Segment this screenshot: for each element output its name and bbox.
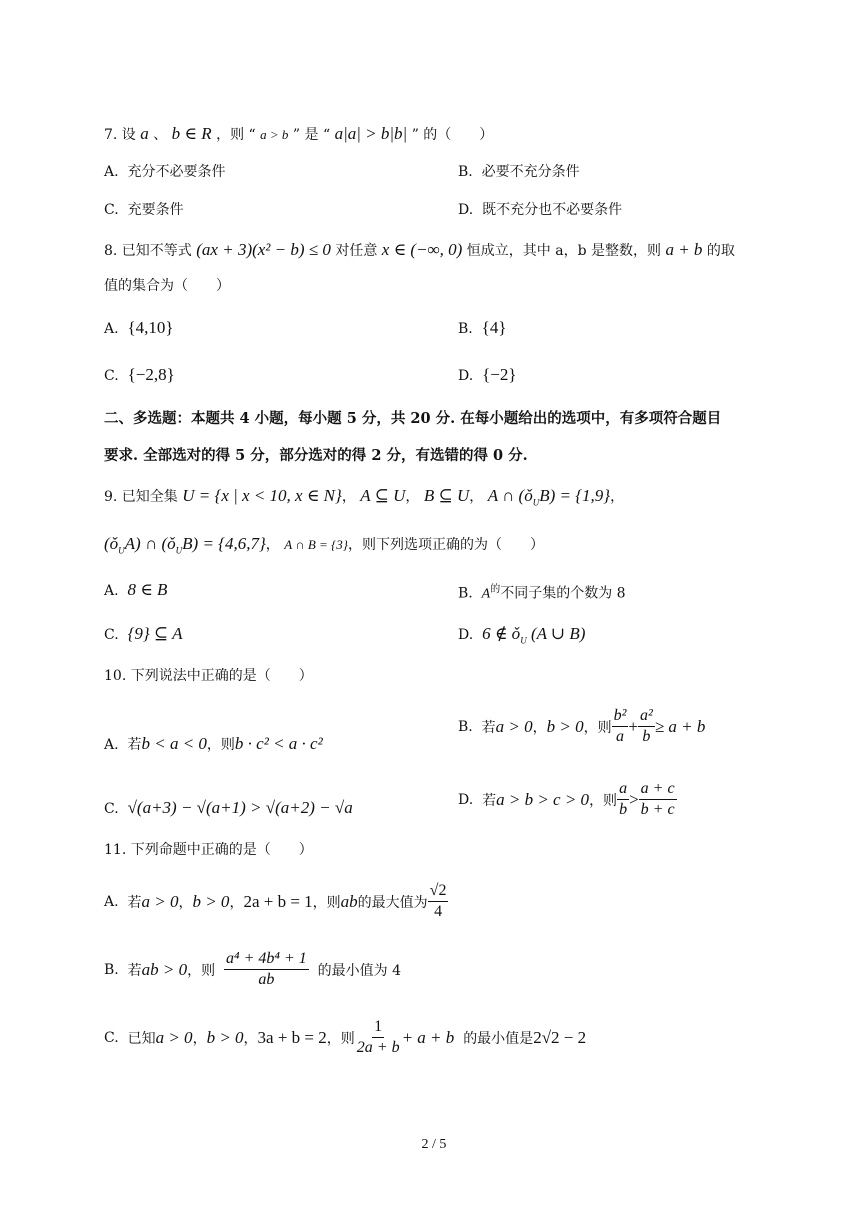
q9-math-a: A ⊆ U [360,486,406,505]
q9-stem [104,486,624,508]
option-math [482,624,586,646]
option-label: A. [104,737,119,753]
q9-math-c-part: A ∩ (ǒ [487,486,533,505]
q8-math-x: x ∈ (−∞, 0) [381,240,463,259]
q7-option-a [104,161,225,181]
option-math: 2a + b = 1 [243,891,313,911]
option-text: 若 [127,894,142,911]
q7-text: ，则 “ [216,127,256,143]
page-number: 2 / 5 [421,1137,447,1152]
option-math: {−2} [482,365,517,384]
q9-sep: ， [405,489,420,505]
option-text: ， [192,1030,207,1047]
option-label: A. [104,893,119,910]
section2-heading [104,410,721,427]
q9-math-sub: U [175,545,183,556]
option-sup: 的 [490,584,501,595]
q8-option-a [104,318,174,338]
q8-math-sum: a + b [665,240,703,259]
fraction [638,707,655,747]
option-math: A [481,586,491,602]
option-label: C. [104,1029,119,1046]
q9-sep: ， [610,489,625,505]
q7-text: ” 是 “ [292,127,331,143]
option-label: D. [458,368,474,384]
fraction-numerator: a + c [639,780,677,800]
fraction [355,1018,402,1058]
q9-sep: ， [341,489,356,505]
q8-option-d [458,365,517,385]
q9-sep: ， [469,489,484,505]
option-label: A. [104,321,119,337]
option-text: ，则 [312,894,341,911]
option-math: a > 0 [141,891,179,911]
option-label: D. [458,791,474,808]
q9-math-part: B) = {4,6,7} [182,534,266,553]
q7-option-d [458,199,622,219]
option-label: B. [458,718,473,735]
q11-option-c [104,1018,586,1058]
option-text: 的最小值是 [463,1030,534,1047]
q7-text: 7. 设 [104,127,136,143]
q9-math-c [487,486,611,508]
fraction-numerator: b² [612,707,629,727]
q8-stem-line2 [104,278,230,295]
option-text: 若 [127,962,142,979]
q9-math-intersection: A ∩ B = {3} [284,537,348,552]
option-text: 充分不必要条件 [127,164,226,180]
q9-sep: ， [265,537,280,553]
option-label: B. [458,164,473,180]
option-math: √(a+3) − √(a+1) > √(a+2) − √a [127,798,353,817]
q9-math-part: (ǒ [104,534,119,553]
fraction [612,707,629,747]
option-math: {4} [481,318,507,337]
option-math: {9} ⊆ A [127,624,183,643]
option-math: ab > 0 [141,959,188,979]
q8-text: 恒成立，其中 a，b 是整数，则 [466,243,661,259]
fraction-denominator: b + c [640,801,675,819]
option-math: a > 0 [155,1027,193,1047]
option-math: 3a + b = 2 [257,1027,327,1047]
option-math: a > b > c > 0 [496,789,590,809]
q7-text: ” 的（ ） [411,127,494,143]
option-text: 的最小值为 4 [317,962,402,979]
option-label: B. [458,321,473,337]
q10-text: 10. 下列说法中正确的是（ ） [104,668,313,684]
q9-math-complement [104,534,266,556]
option-label: C. [104,801,119,817]
q7-option-b [458,161,580,181]
option-text: 既不充分也不必要条件 [482,202,623,218]
option-text: 必要不充分条件 [481,164,580,180]
section2-heading-line2 [104,447,528,464]
option-label: D. [458,202,474,218]
q9-text: ，则下列选项正确的为（ ） [347,537,544,553]
fraction [224,950,309,990]
q11-stem [104,842,313,859]
option-math: ≥ a + b [654,716,706,736]
q8-option-c [104,365,175,385]
fraction-numerator: 1 [372,1018,384,1038]
option-text: 的最大值为 [357,894,428,911]
option-label: B. [104,961,119,978]
option-math: b < a < 0 [141,734,207,753]
option-math-part: (A ∪ B) [526,624,586,643]
option-label: C. [104,202,119,218]
fraction-denominator: ab [258,971,275,989]
option-text: ， [178,894,193,911]
option-label: D. [458,627,474,643]
fraction-denominator: a [616,728,625,746]
q11-option-b [104,950,401,990]
q9-math-c-sub: U [532,497,540,508]
q9-stem-line2 [104,534,544,556]
option-math: b > 0 [206,1027,244,1047]
q8-option-b [458,318,506,338]
option-text: 充要条件 [127,202,184,218]
q9-option-a [104,580,167,600]
q10-option-d [458,780,677,820]
q10-option-c [104,798,353,818]
fraction [617,780,629,820]
q8-stem [104,240,735,260]
fraction-denominator: 4 [434,903,443,921]
option-label: A. [104,164,119,180]
option-text: 若 [481,719,496,736]
option-text: ， [243,1030,258,1047]
q9-math-b: B ⊆ U [423,486,470,505]
fraction-denominator: 2a + b [356,1039,400,1057]
option-label: B. [458,585,473,602]
option-label: A. [104,583,119,599]
option-math: + [628,716,639,736]
fraction-numerator: a⁴ + 4b⁴ + 1 [224,950,309,970]
fraction-denominator: b [642,728,651,746]
q7-math-b: b ∈ R [171,124,212,143]
option-math: + a + b [401,1027,455,1047]
q7-math-cond: a|a| > b|b| [334,124,408,143]
option-math-sub: U [520,635,527,646]
q8-text: 对任意 [335,243,378,259]
q10-option-a [104,734,323,754]
section2-line2: 要求. 全部选对的得 5 分，部分选对的得 2 分，有选错的得 0 分. [104,447,528,464]
option-text: ，则 [187,962,216,979]
option-math: a > 0 [495,716,533,736]
q8-text: 的取 [706,243,735,259]
option-math: b > 0 [192,891,230,911]
q9-option-b [458,580,626,603]
option-math: {4,10} [127,318,174,337]
q8-text: 8. 已知不等式 [104,243,192,259]
q9-math-sub: U [118,545,125,556]
fraction-denominator: b [619,801,628,819]
q9-math-c-part: B) = {1,9} [539,486,611,505]
option-text: 若 [127,737,142,753]
option-label: C. [104,368,119,384]
q10-option-b [458,707,705,747]
fraction [639,780,677,820]
q9-text: 9. 已知全集 [104,489,178,505]
option-math: {−2,8} [127,365,175,384]
option-math: 2√2 − 2 [533,1027,587,1047]
q9-math-part: A) ∩ (ǒ [124,534,176,553]
option-math-part: 6 ∉ ǒ [482,624,521,643]
q7-math-a: a [140,124,149,143]
q9-math-u: U = {x | x < 10, x ∈ N} [182,486,342,505]
fraction-numerator: a² [638,707,655,727]
option-math: > [629,789,639,809]
option-math: b > 0 [546,716,584,736]
option-text: 已知 [127,1030,156,1047]
q9-option-d [458,624,585,645]
option-math: ab [340,891,358,911]
section2-line1: 二、多选题：本题共 4 小题，每小题 5 分，共 20 分. 在每小题给出的选项中，有多项符合题目 [104,410,722,427]
option-label: C. [104,627,119,643]
q11-text: 11. 下列命题中正确的是（ ） [104,842,313,858]
q7-math-ab: a > b [260,127,289,142]
option-math: 8 ∈ B [127,580,168,599]
q8-math-ineq: (ax + 3)(x² − b) ≤ 0 [196,240,331,259]
option-text: ，则 [589,792,618,809]
q11-option-a [104,882,448,922]
q7-text: 、 [153,127,168,143]
option-text: ，则 [326,1030,355,1047]
option-text: 若 [482,792,497,809]
option-text: ，则 [206,737,235,753]
fraction-numerator: a [617,780,629,800]
option-math: b · c² < a · c² [234,734,323,753]
q9-option-c [104,624,183,644]
q7-stem [104,124,493,144]
option-text: ， [532,719,547,736]
option-text: 不同子集的个数为 8 [500,585,626,602]
option-text: ，则 [583,719,612,736]
option-text: ， [229,894,244,911]
fraction [428,882,449,922]
fraction-numerator: √2 [428,882,449,902]
q10-stem [104,668,313,685]
q8-text: 值的集合为（ ） [104,278,230,294]
q7-option-c [104,199,184,219]
